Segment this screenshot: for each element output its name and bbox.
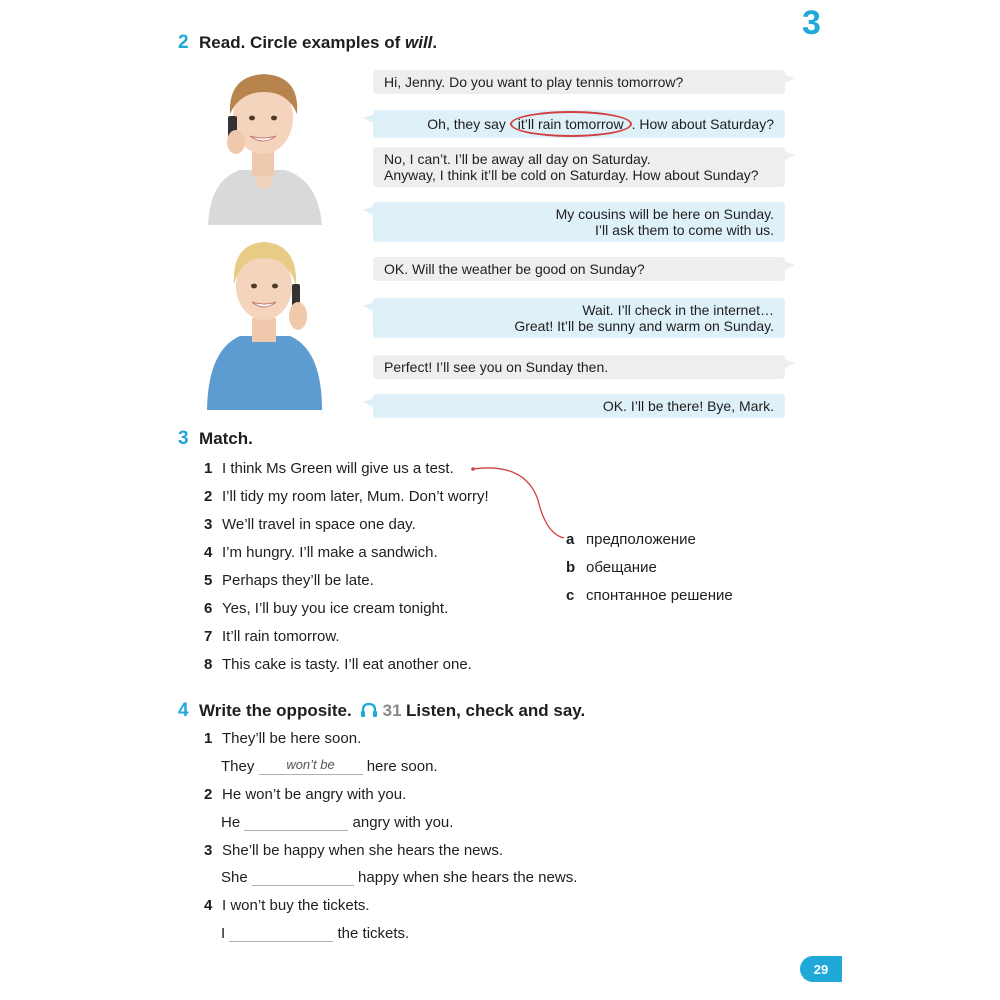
item-text: She’ll be happy when she hears the news. [222,842,504,859]
boy-photo [200,70,325,225]
answer-blank-3[interactable] [252,869,354,886]
answer-blank-1[interactable]: won’t be [259,758,363,775]
item-number: 2 [204,488,213,505]
opposite-sentence-2 [204,786,406,803]
headphones-icon[interactable] [360,702,378,718]
dialogue-bubble-4 [373,202,785,242]
item-number: 5 [204,572,213,589]
item-text: It’ll rain tomorrow. [222,628,340,645]
answer-prefix: I [221,925,226,942]
item-number: 8 [204,656,213,673]
item-number: 1 [204,460,213,477]
audio-track-number: 31 [382,701,402,720]
opposite-sentence-1 [204,730,361,747]
opposite-answer-line-3 [221,869,577,886]
page-number: 29 [800,956,842,982]
answer-prefix: They [221,758,255,775]
item-number: 4 [204,544,213,561]
item-text: Perhaps they’ll be late. [222,572,374,589]
opposite-sentence-4 [204,897,370,914]
bubble-text: Oh, they say [427,116,510,132]
dialogue-bubble-2 [373,110,785,138]
bubble-line: Perfect! I’ll see you on Sunday then. [384,359,609,375]
bubble-line: Wait. I’ll check in the internet… [582,302,774,318]
dialogue-bubble-3 [373,147,785,187]
item-number: 6 [204,600,213,617]
item-text: This cake is tasty. I’ll eat another one. [222,656,472,673]
bubble-line: Great! It’ll be sunny and warm on Sunday. [514,318,774,334]
option-text: обещание [586,559,657,576]
bubble-line: My cousins will be here on Sunday. [555,206,774,222]
item-number: 7 [204,628,213,645]
match-option-b [566,559,657,576]
unit-number: 3 [802,4,821,42]
bubble-line: I’ll ask them to come with us. [595,222,774,238]
item-number: 4 [204,897,213,914]
opposite-answer-line-2 [221,814,453,831]
dialogue-bubble-5 [373,257,785,281]
girl-photo [202,240,327,410]
match-option-a [566,531,696,548]
item-number: 2 [204,786,213,803]
ex4-title: Write the opposite. [199,701,352,720]
bubble-text: . How about Saturday? [631,116,774,132]
item-number: 3 [204,516,213,533]
match-item-2 [204,488,489,505]
bubble-line: Anyway, I think it’ll be cold on Saturday. How about Sunday? [384,167,759,183]
item-number: 3 [204,842,213,859]
dialogue-bubble-1 [373,70,785,94]
dialogue-bubble-8 [373,394,785,418]
item-text: I’m hungry. I’ll make a sandwich. [222,544,438,561]
option-text: спонтанное решение [586,587,733,604]
item-number: 1 [204,730,213,747]
bubble-line: Hi, Jenny. Do you want to play tennis tomorrow? [384,74,684,90]
opposite-sentence-3 [204,842,503,859]
circled-example: it’ll rain tomorrow [510,111,632,137]
option-letter: a [566,531,575,548]
bubble-text-block [514,302,774,334]
bubble-text-block [556,206,774,238]
bubble-line: OK. I’ll be there! Bye, Mark. [602,398,774,414]
match-item-4 [204,544,438,561]
match-item-3 [204,516,416,533]
bubble-line: No, I can’t. I’ll be away all day on Saturday. [384,151,651,167]
option-letter: c [566,587,575,604]
answer-prefix: He [221,814,241,831]
ex3-header [178,428,253,450]
answer-suffix: happy when she hears the news. [358,869,578,886]
answer-suffix: the tickets. [337,925,410,942]
match-item-1 [204,460,454,477]
ex3-title: Match. [199,429,253,448]
match-item-7 [204,628,340,645]
match-item-6 [204,600,448,617]
bubble-line [427,116,774,132]
bubble-text-block [384,151,759,183]
bubble-line: OK. Will the weather be good on Sunday? [384,261,645,277]
answer-prefix: She [221,869,248,886]
ex2-number: 2 [178,32,189,53]
match-option-c [566,587,733,604]
option-text: предположение [586,531,696,548]
matching-line [470,462,570,542]
ex4-number: 4 [178,700,189,721]
ex3-number: 3 [178,428,189,449]
item-text: I’ll tidy my room later, Mum. Don’t worry! [222,488,489,505]
ex2-title-emphasis: will [405,33,433,52]
opposite-answer-line-4 [221,925,409,942]
answer-suffix: angry with you. [352,814,454,831]
item-text: We’ll travel in space one day. [222,516,416,533]
item-text: Yes, I’ll buy you ice cream tonight. [222,600,449,617]
option-letter: b [566,559,576,576]
ex2-header [178,32,437,54]
item-text: I won’t buy the tickets. [222,897,370,914]
match-item-8 [204,656,472,673]
match-item-5 [204,572,374,589]
dialogue-bubble-6 [373,298,785,338]
answer-blank-2[interactable] [244,814,348,831]
ex2-title [199,33,437,52]
opposite-answer-line-1 [221,758,438,775]
ex2-title-text: Read. Circle examples of [199,33,406,52]
ex4-title-2: Listen, check and say. [406,701,586,720]
item-text: I think Ms Green will give us a test. [222,460,454,477]
answer-blank-4[interactable] [229,925,333,942]
item-text: They’ll be here soon. [222,730,362,747]
answer-suffix: here soon. [366,758,438,775]
dialogue-bubble-7 [373,355,785,379]
ex4-header [178,700,585,722]
ex2-title-period: . [432,33,438,52]
item-text: He won’t be angry with you. [222,786,407,803]
